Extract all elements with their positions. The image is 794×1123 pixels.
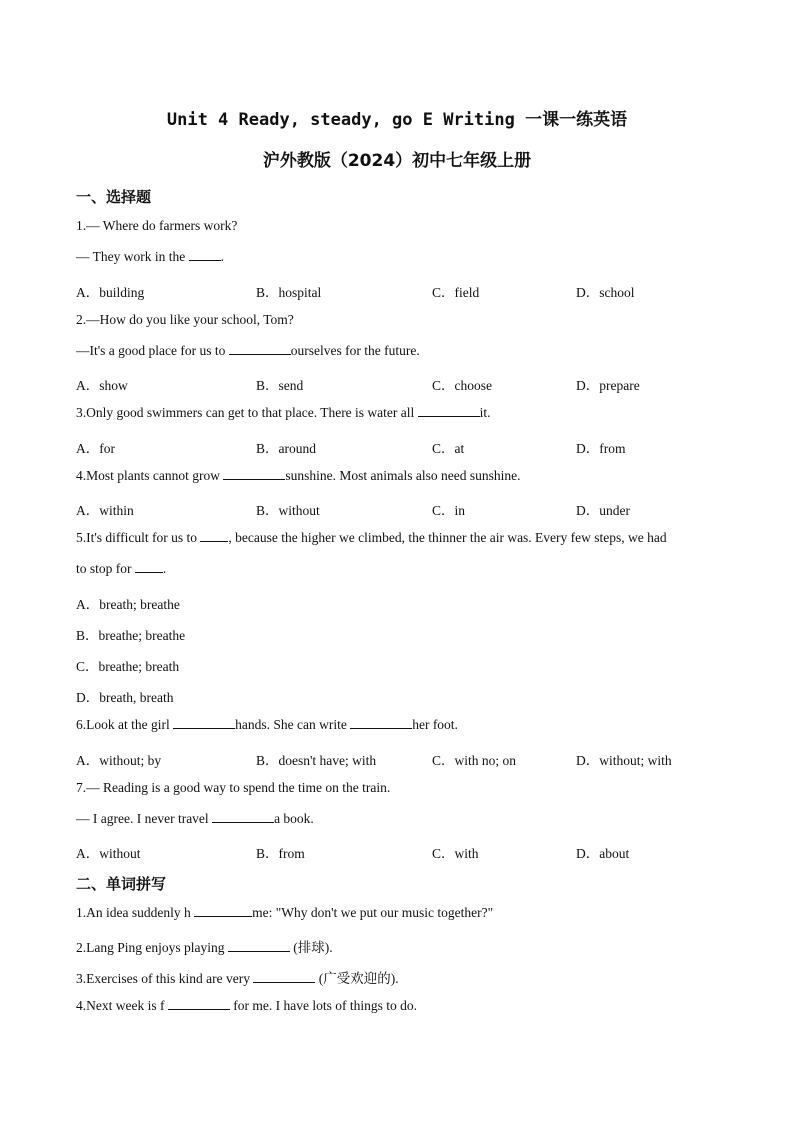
question-6-option-a[interactable]: A．without; by <box>76 753 162 768</box>
question-5-option-a[interactable]: A．breath; breathe <box>76 597 180 612</box>
question-7-prompt: 7.— Reading is a good way to spend the time on the train. <box>76 780 391 795</box>
question-2-answer-line: —It's a good place for us to ourselves for the future. <box>76 343 420 358</box>
question-2-option-c[interactable]: C．choose <box>432 378 492 393</box>
document-subtitle: 沪外教版（2024）初中七年级上册 <box>262 151 532 171</box>
question-7-option-c[interactable]: C．with <box>432 846 479 861</box>
question-7-option-a[interactable]: A．without <box>76 846 141 861</box>
question-1-option-a[interactable]: A．building <box>76 285 145 300</box>
answer-blank[interactable] <box>350 717 412 729</box>
document-title: Unit 4 Ready, steady, go E Writing 一课一练英语 <box>166 110 628 130</box>
question-5-option-b[interactable]: B．breathe; breathe <box>76 628 186 643</box>
question-4-option-b[interactable]: B．without <box>256 503 320 518</box>
section-heading-spelling: 二、单词拼写 <box>76 875 167 893</box>
answer-blank[interactable] <box>229 343 291 355</box>
question-1-option-c[interactable]: C．field <box>432 285 480 300</box>
question-1-option-b[interactable]: B．hospital <box>256 285 322 300</box>
question-3-option-b[interactable]: B．around <box>256 441 316 456</box>
answer-blank[interactable] <box>194 905 252 917</box>
question-6-option-b[interactable]: B．doesn't have; with <box>256 753 377 768</box>
question-4-option-a[interactable]: A．within <box>76 503 134 518</box>
question-2-prompt: 2.—How do you like your school, Tom? <box>76 312 294 327</box>
question-6-option-d[interactable]: D．without; with <box>576 753 672 768</box>
question-3-prompt: 3.Only good swimmers can get to that place. There is water all it. <box>76 405 491 420</box>
question-3-option-d[interactable]: D．from <box>576 441 626 456</box>
question-7-option-d[interactable]: D．about <box>576 846 630 861</box>
question-5-prompt-continued: to stop for . <box>76 561 167 576</box>
spelling-question-4: 4.Next week is f for me. I have lots of things to do. <box>76 998 417 1013</box>
question-4-option-c[interactable]: C．in <box>432 503 466 518</box>
answer-blank[interactable] <box>253 971 315 983</box>
answer-blank[interactable] <box>189 249 221 261</box>
question-4-option-d[interactable]: D．under <box>576 503 630 518</box>
answer-blank[interactable] <box>200 530 228 542</box>
question-6-prompt: 6.Look at the girl hands. She can write her foot. <box>76 717 458 732</box>
question-5-prompt: 5.It's difficult for us to , because the higher we climbed, the thinner the air was. Every few steps, we had <box>76 530 667 545</box>
question-4-prompt: 4.Most plants cannot grow sunshine. Most animals also need sunshine. <box>76 468 521 483</box>
spelling-question-2: 2.Lang Ping enjoys playing (排球). <box>76 940 333 955</box>
question-3-option-c[interactable]: C．at <box>432 441 465 456</box>
spelling-question-3: 3.Exercises of this kind are very (广受欢迎的). <box>76 971 399 986</box>
question-2-option-a[interactable]: A．show <box>76 378 128 393</box>
question-1-option-d[interactable]: D．school <box>576 285 635 300</box>
answer-blank[interactable] <box>168 998 230 1010</box>
question-6-option-c[interactable]: C．with no; on <box>432 753 517 768</box>
answer-blank[interactable] <box>223 468 285 480</box>
answer-blank[interactable] <box>418 405 480 417</box>
question-3-option-a[interactable]: A．for <box>76 441 115 456</box>
question-7-answer-line: — I agree. I never travel a book. <box>76 811 314 826</box>
question-2-option-b[interactable]: B．send <box>256 378 304 393</box>
question-5-option-c[interactable]: C．breathe; breath <box>76 659 180 674</box>
question-7-option-b[interactable]: B．from <box>256 846 305 861</box>
section-heading-multiple-choice: 一、选择题 <box>76 188 152 206</box>
answer-blank[interactable] <box>212 811 274 823</box>
question-1-answer-line: — They work in the . <box>76 249 224 264</box>
question-1-prompt: 1.— Where do farmers work? <box>76 218 238 233</box>
question-2-option-d[interactable]: D．prepare <box>576 378 640 393</box>
answer-blank[interactable] <box>173 717 235 729</box>
question-5-option-d[interactable]: D．breath, breath <box>76 690 174 705</box>
answer-blank[interactable] <box>228 940 290 952</box>
spelling-question-1: 1.An idea suddenly h me: "Why don't we put our music together?" <box>76 905 494 920</box>
answer-blank[interactable] <box>135 561 163 573</box>
